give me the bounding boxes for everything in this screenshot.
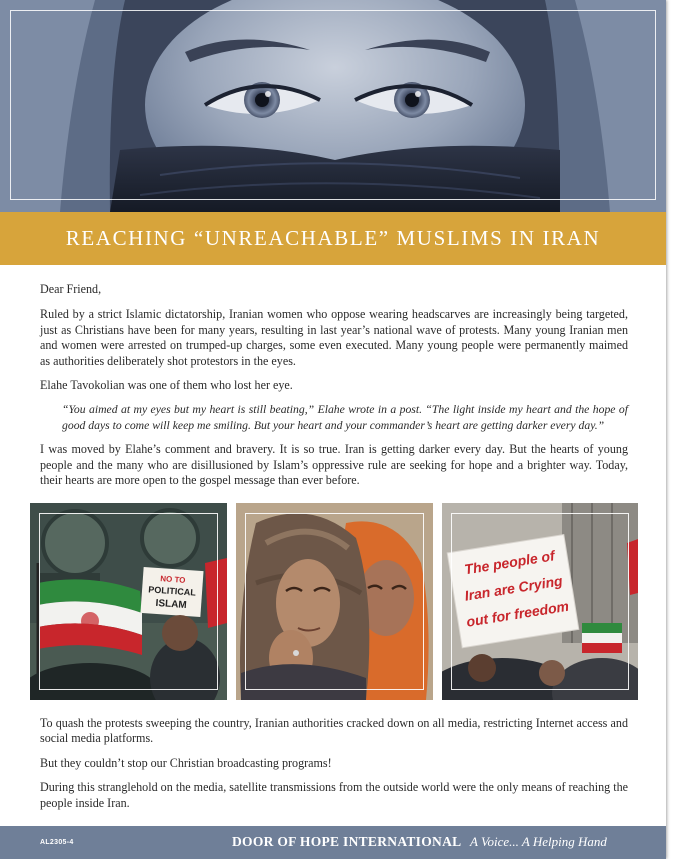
freedom-sign-line-1: The people of <box>463 547 556 578</box>
sign-line-3: ISLAM <box>155 597 188 612</box>
title-banner <box>0 212 666 265</box>
page-title: REACHING “UNREACHABLE” MUSLIMS IN IRAN <box>65 226 601 250</box>
letter-body <box>40 282 628 497</box>
footer-bar <box>0 826 666 859</box>
paragraph-1: Ruled by a strict Islamic dictatorship, Iranian women who oppose wearing headscarves are increasingly being targeted, just as Christians have been for many years, resulting in last year’s national wave of protests. Many young Iranian men and women were arrested on trumped-up charges, some even executed. Many young people were permanently maimed as authorities deliberately shot protestors in the eyes. <box>40 307 628 368</box>
elahe-quote: “You aimed at my eyes but my heart is still beating,” Elahe wrote in a post. “The light inside my heart and the hope of good days to come will keep me smiling. But your heart and your commander’s heart are getting darker every day.” <box>62 403 628 432</box>
freedom-sign-line-3: out for freedom <box>465 597 570 630</box>
photo-protest-flag <box>30 503 227 700</box>
sign-line-2: POLITICAL <box>148 584 197 598</box>
hero-frame <box>10 10 656 200</box>
photo-frame <box>451 513 629 690</box>
hero-image <box>0 0 666 212</box>
photo-women <box>236 503 433 700</box>
paragraph-5: But they couldn’t stop our Christian broadcasting programs! <box>40 755 332 770</box>
photo-strip <box>30 503 638 700</box>
photo-freedom-sign <box>442 503 638 700</box>
sign-line-1: NO TO <box>159 574 186 585</box>
paragraph-4: To quash the protests sweeping the country, Iranian authorities cracked down on all media, restricting Internet access and social media platforms. <box>40 716 628 746</box>
photo-frame <box>245 513 424 690</box>
greeting: Dear Friend, <box>40 282 102 296</box>
organization-name: DOOR OF HOPE INTERNATIONAL <box>232 834 462 849</box>
freedom-sign-line-2: Iran are Crying <box>463 572 564 604</box>
paragraph-2: Elahe Tavokolian was one of them who lost her eye. <box>40 378 293 393</box>
photo-frame <box>39 513 218 690</box>
document-code: AL2305-4 <box>40 839 74 846</box>
paragraph-6: During this stranglehold on the media, satellite transmissions from the outside world were the only means of reaching the people inside Iran. <box>40 780 628 810</box>
paragraph-3: I was moved by Elahe’s comment and bravery. It is so true. Iran is getting darker every day. But the hearts of young people and the many who are disillusioned by Islam’s oppressive rule are seeking for hope and a brighter way. Today, their hearts are more open to the gospel message than ever before. <box>40 442 628 488</box>
organization-tagline: A Voice... A Helping Hand <box>470 834 607 849</box>
letter-body-continued <box>40 716 628 820</box>
